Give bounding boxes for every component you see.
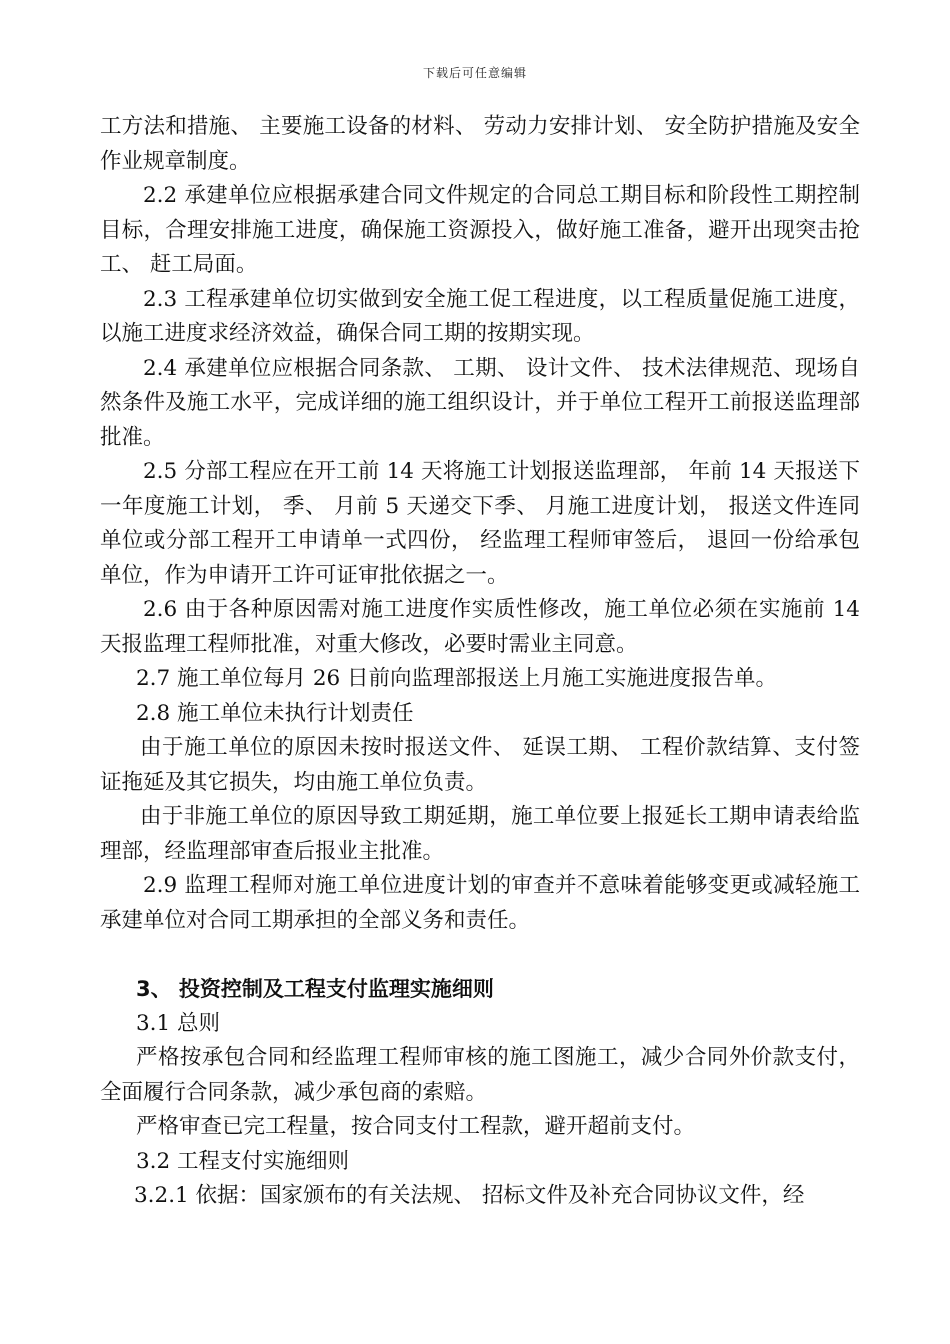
paragraph-2-2: 2.2 承建单位应根据承建合同文件规定的合同总工期目标和阶段性工期控制目标，合理安排施工进度，确保施工资源投入，做好施工准备，避开出现突击抢工、 赶工局面。 [100, 183, 860, 277]
paragraph-3-1-b: 严格审查已完工程量，按合同支付工程款，避开超前支付。 [136, 1114, 696, 1139]
paragraph-2-8-a: 由于施工单位的原因未按时报送文件、 延误工期、 工程价款结算、支付签证拖延及其它损失，均由施工单位负责。 [100, 735, 860, 795]
paragraph-3-1: 3.1 总则 [136, 1010, 221, 1036]
paragraph-2-9: 2.9 监理工程师对施工单位进度计划的审查并不意味着能够变更或减轻施工承建单位对合同工期承担的全部义务和责任。 [100, 873, 860, 933]
paragraph-2-8-b: 由于非施工单位的原因导致工期延期，施工单位要上报延长工期申请表给监理部，经监理部审查后报业主批准。 [100, 804, 860, 864]
paragraph-3-1-a: 严格按承包合同和经监理工程师审核的施工图施工，减少合同外价款支付，全面履行合同条款，减少承包商的索赔。 [100, 1045, 860, 1105]
paragraph-3-2-1: 3.2.1 依据：国家颁布的有关法规、 招标文件及补充合同协议文件，经 [134, 1183, 805, 1208]
page-header: 下载后可任意编辑 [422, 66, 527, 80]
paragraph-2-3: 2.3 工程承建单位切实做到安全施工促工程进度，以工程质量促施工进度，以施工进度求经济效益，确保合同工期的按期实现。 [100, 286, 860, 346]
paragraph-2-6: 2.6 由于各种原因需对施工进度作实质性修改，施工单位必须在实施前 14 天报监理工程师批准，对重大修改，必要时需业主同意。 [100, 597, 860, 657]
paragraph-2-5: 2.5 分部工程应在开工前 14 天将施工计划报送监理部， 年前 14 天报送下一年度施工计划， 季、 月前 5 天递交下季、 月施工进度计划， 报送文件连同单位或分部工程开工申请单一式四份， 经监理工程师审签后， 退回一份给承包单位，作为申请开工许可证审批依据之一。 [100, 459, 860, 588]
paragraph-2-7: 2.7 施工单位每月 26 日前向监理部报送上月施工实施进度报告单。 [136, 666, 778, 691]
document-body [100, 110, 860, 1214]
paragraph-3-2: 3.2 工程支付实施细则 [136, 1148, 350, 1174]
section-3-title: 3、 投资控制及工程支付监理实施细则 [136, 977, 494, 1001]
paragraph-2-4: 2.4 承建单位应根据合同条款、 工期、 设计文件、 技术法律规范、现场自然条件及施工水平，完成详细的施工组织设计，并于单位工程开工前报送监理部批准。 [100, 355, 860, 450]
paragraph-continued: 工方法和措施、 主要施工设备的材料、 劳动力安排计划、 安全防护措施及安全作业规章制度。 [100, 114, 860, 174]
paragraph-2-8: 2.8 施工单位未执行计划责任 [136, 700, 414, 726]
